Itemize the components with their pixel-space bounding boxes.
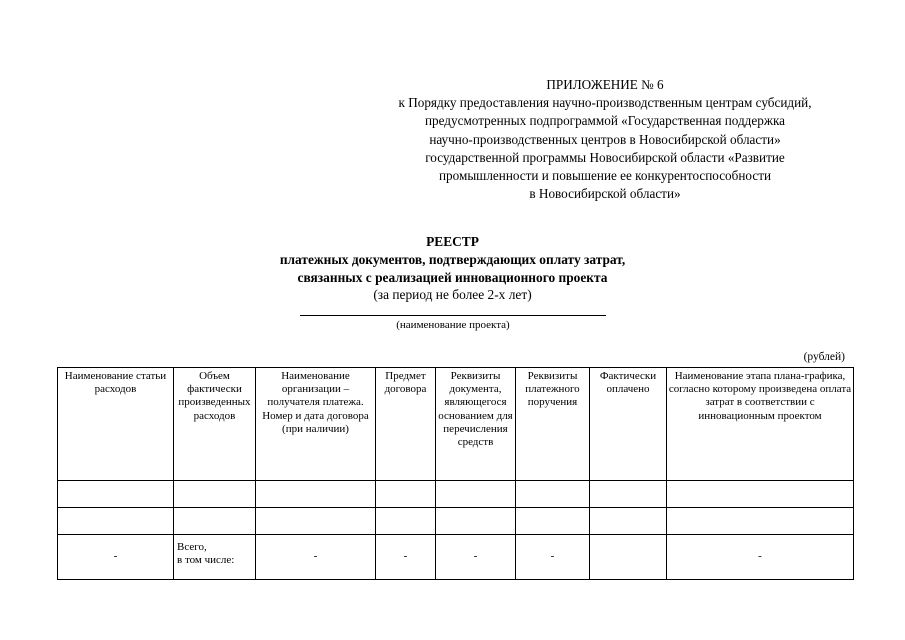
header-cell-recipient: Наименование организации – получателя платежа. Номер и дата договора (при наличии) bbox=[256, 368, 376, 481]
header-cell-actually-paid: Фактически оплачено bbox=[590, 368, 667, 481]
appendix-line: государственной программы Новосибирской области «Развитие bbox=[425, 149, 785, 165]
table-cell bbox=[436, 481, 516, 508]
project-name-line bbox=[300, 315, 606, 316]
header-cell-actual-expenses: Объем фактически произведенных расходов bbox=[174, 368, 256, 481]
header-cell-plan-stage: Наименование этапа плана-графика, согласно которому произведена оплата затрат в соответствии с инновационным проектом bbox=[667, 368, 854, 481]
table-cell bbox=[174, 508, 256, 535]
header-cell-expense-item: Наименование статьи расходов bbox=[58, 368, 174, 481]
total-cell-5: - bbox=[436, 535, 516, 580]
register-title: РЕЕСТР bbox=[426, 234, 479, 249]
project-name-caption: (наименование проекта) bbox=[396, 319, 510, 331]
table-row bbox=[58, 508, 854, 535]
table-cell bbox=[667, 508, 854, 535]
table-cell bbox=[256, 481, 376, 508]
total-cell-8: - bbox=[667, 535, 854, 580]
appendix-line: в Новосибирской области» bbox=[529, 186, 681, 202]
total-cell-7 bbox=[590, 535, 667, 580]
appendix-title: ПРИЛОЖЕНИЕ № 6 bbox=[546, 77, 664, 92]
table-cell bbox=[516, 508, 590, 535]
table-cell bbox=[590, 481, 667, 508]
appendix-line: предусмотренных подпрограммой «Государственная поддержка bbox=[424, 113, 786, 129]
table-cell bbox=[174, 481, 256, 508]
total-cell-1: - bbox=[58, 535, 174, 580]
table-row bbox=[58, 481, 854, 508]
total-label-line-1: Всего, bbox=[177, 541, 207, 553]
table-cell bbox=[376, 481, 436, 508]
table-header-row bbox=[58, 368, 854, 481]
header-cell-document-details: Реквизиты документа, являющегося основанием для перечисления средств bbox=[436, 368, 516, 481]
total-cell-3: - bbox=[256, 535, 376, 580]
register-subtitle-1: платежных документов, подтверждающих оплату затрат, bbox=[279, 251, 626, 267]
table-cell bbox=[667, 481, 854, 508]
header-cell-payment-order: Реквизиты платежного поручения bbox=[516, 368, 590, 481]
total-label-cell bbox=[174, 535, 256, 580]
register-subtitle-2: связанных с реализацией инновационного проекта bbox=[297, 269, 608, 285]
units-label: (рублей) bbox=[803, 351, 845, 363]
table-cell bbox=[58, 481, 174, 508]
table-cell bbox=[436, 508, 516, 535]
table-total-row bbox=[58, 535, 854, 580]
appendix-block bbox=[360, 76, 850, 203]
register-period: (за период не более 2-х лет) bbox=[373, 287, 532, 303]
total-cell-6: - bbox=[516, 535, 590, 580]
appendix-line: промышленности и повышение ее конкурентоспособности bbox=[438, 168, 772, 184]
table-cell bbox=[376, 508, 436, 535]
table-cell bbox=[516, 481, 590, 508]
appendix-line: к Порядку предоставления научно-производственным центрам субсидий, bbox=[398, 95, 812, 111]
appendix-line: научно-производственных центров в Новосибирской области» bbox=[429, 131, 781, 147]
total-label-line-2: в том числе: bbox=[177, 554, 235, 567]
register-table bbox=[57, 367, 854, 580]
register-heading bbox=[0, 233, 905, 304]
table-cell bbox=[256, 508, 376, 535]
header-cell-contract-subject: Предмет договора bbox=[376, 368, 436, 481]
table-cell bbox=[58, 508, 174, 535]
total-cell-4: - bbox=[376, 535, 436, 580]
table-cell bbox=[590, 508, 667, 535]
